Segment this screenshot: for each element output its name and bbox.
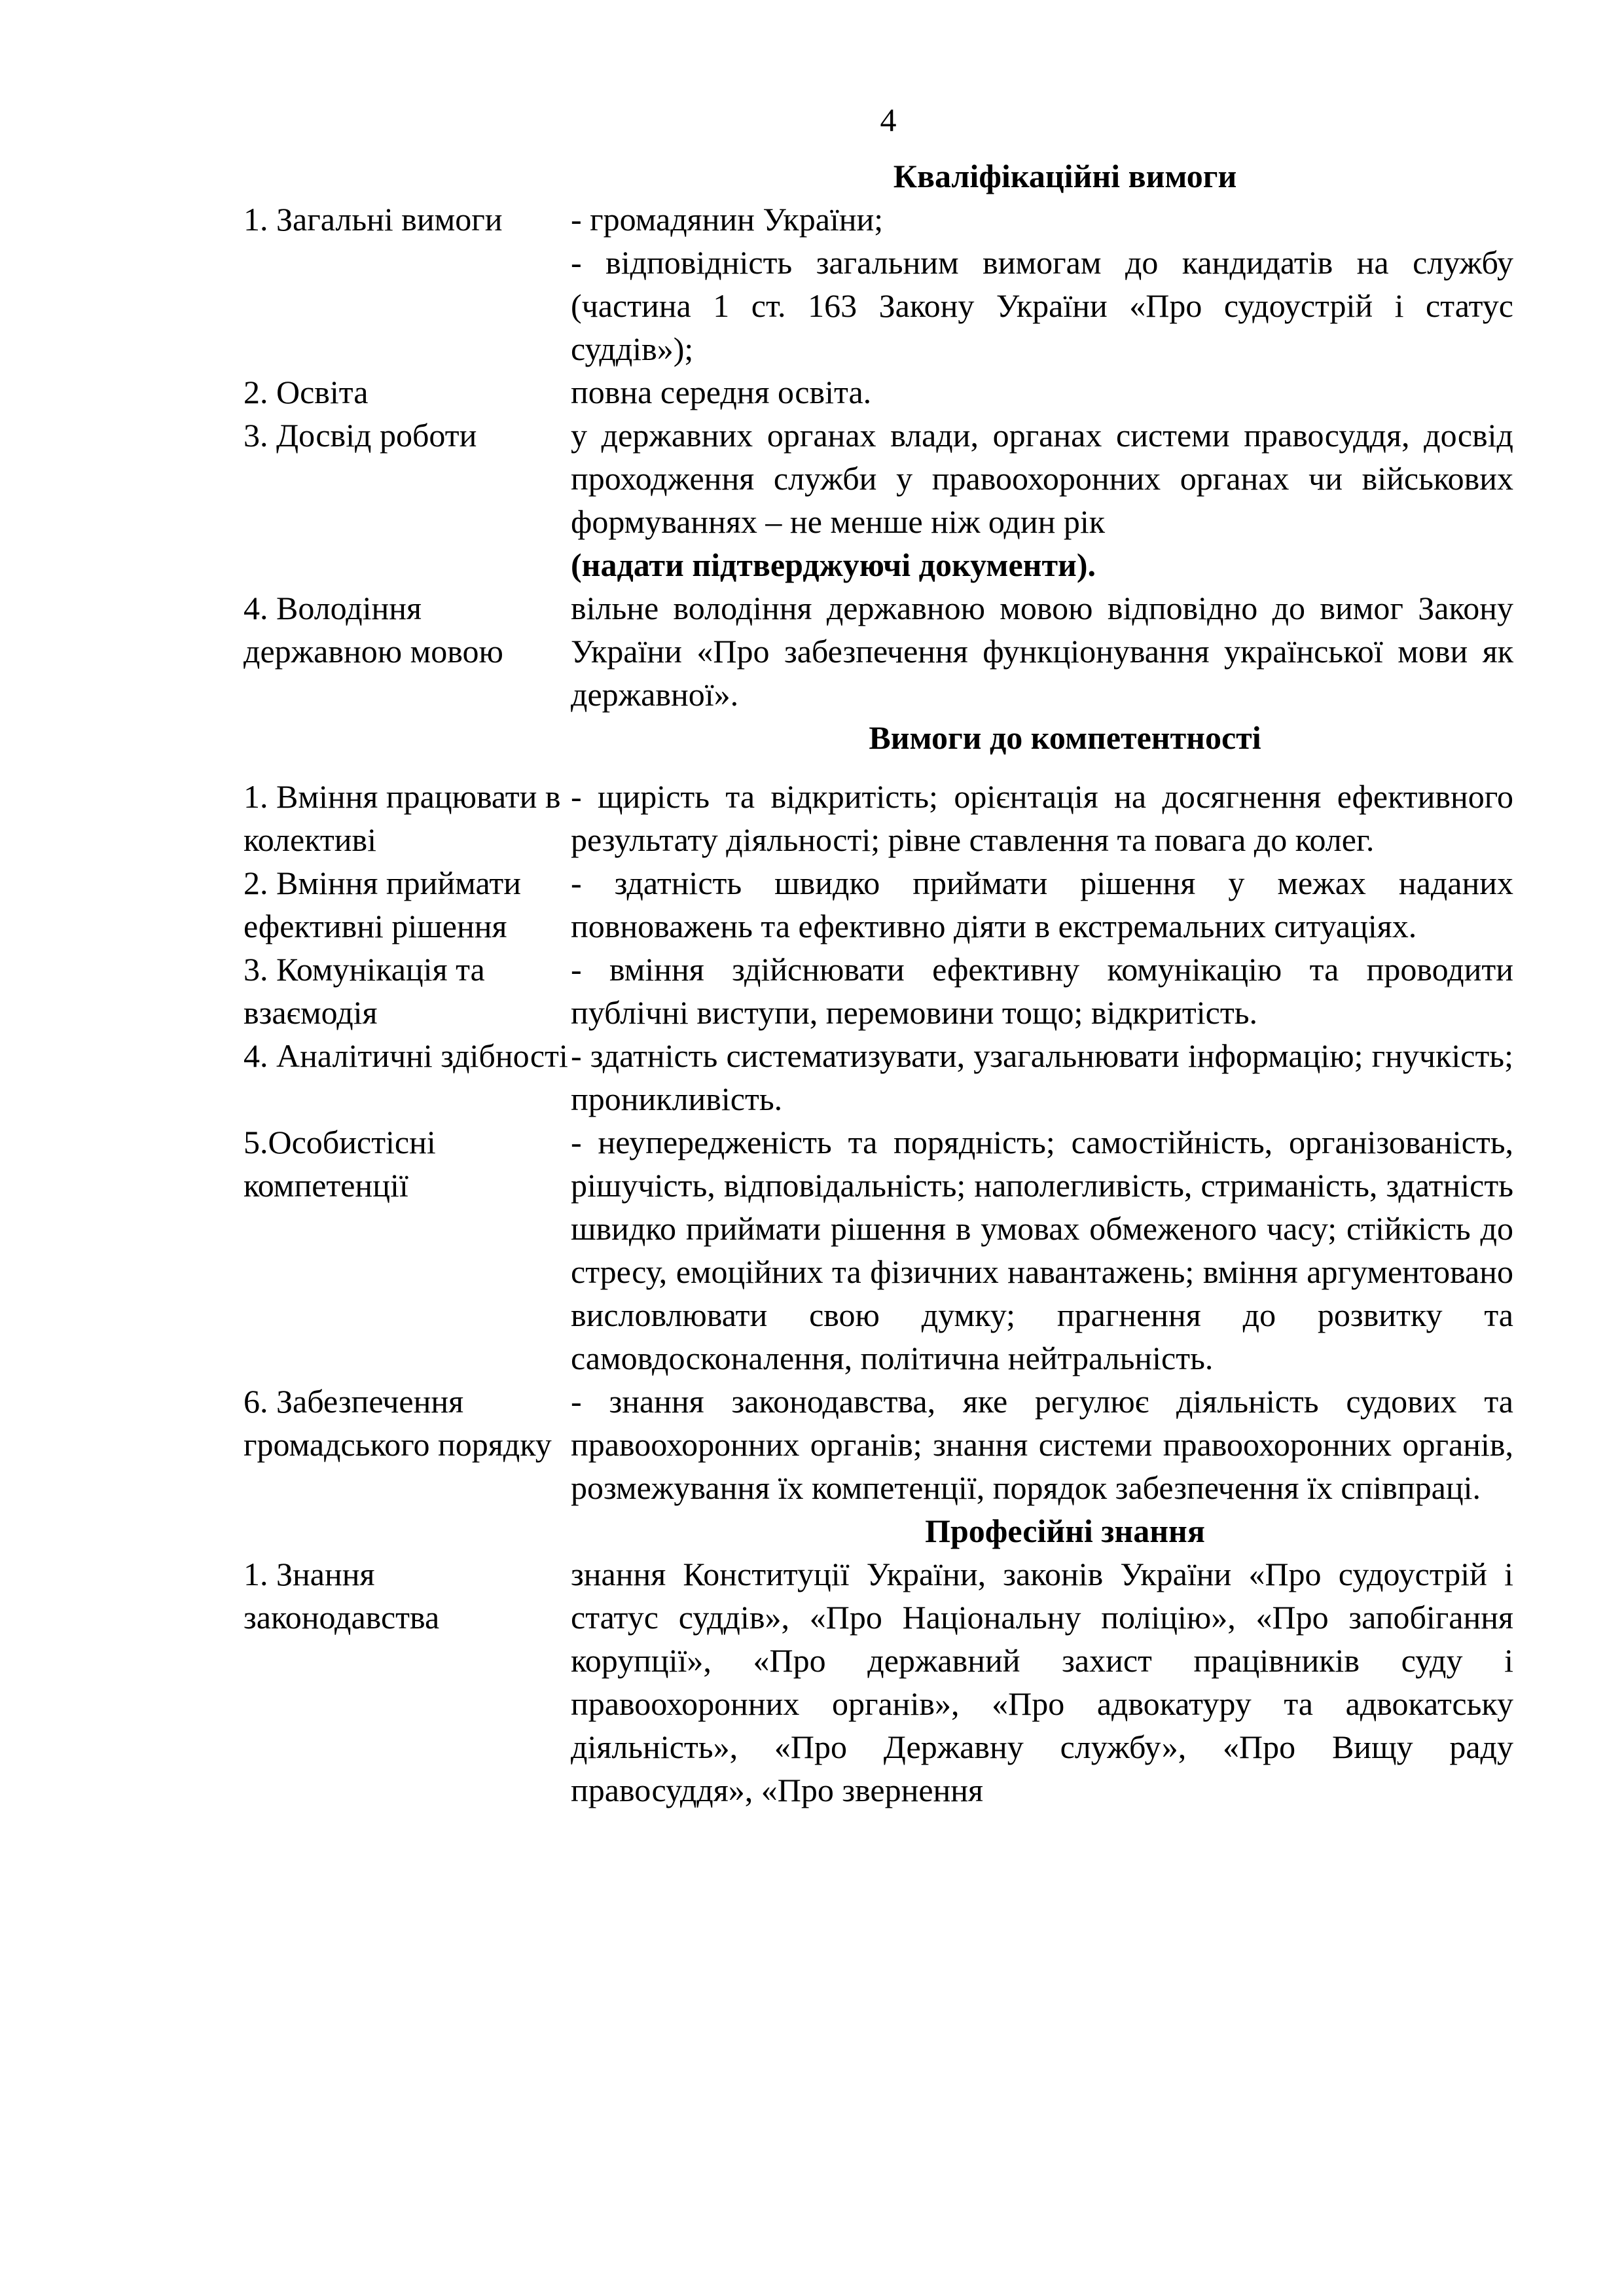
row-label: 1. Вміння працювати в колективі <box>244 778 561 858</box>
document-content <box>244 154 1533 1812</box>
row-label: 2. Освіта <box>244 374 369 410</box>
table-row <box>244 1552 1533 1812</box>
row-value <box>571 1121 1513 1380</box>
table-row <box>244 1121 1533 1380</box>
row-text: - здатність систематизувати, узагальнювати інформацію; гнучкість; проникливість. <box>571 1037 1513 1117</box>
page-number: 4 <box>880 101 897 138</box>
row-value <box>571 775 1513 861</box>
row-text: знання Конституції України, законів України «Про судоустрій і статус суддів», «Про Національну поліцію», «Про запобігання корупції», «Про державний захист працівників суду і правоохоронних органів», «Про адвокатуру та адвокатську діяльність», «Про Державну службу», «Про Вищу раду правосуддя», «Про звернення <box>571 1556 1513 1808</box>
row-text: вільне володіння державною мовою відповідно до вимог Закону України «Про забезпечення функціонування української мови як державної». <box>571 590 1513 713</box>
row-label: 3. Досвід роботи <box>244 417 477 454</box>
row-text: - щирість та відкритість; орієнтація на досягнення ефективного результату діяльності; рівне ставлення та повага до колег. <box>571 778 1513 858</box>
row-text: у державних органах влади, органах системи правосуддя, досвід проходження служби у правоохоронних органах чи військових формуваннях – не менше ніж один рік <box>571 417 1513 540</box>
row-text: - знання законодавства, яке регулює діяльність судових та правоохоронних органів; знання системи правоохоронних органів, розмежування їх компетенції, порядок забезпечення їх співпраці. <box>571 1383 1513 1506</box>
row-label: 2. Вміння приймати ефективні рішення <box>244 865 521 944</box>
row-value <box>571 1380 1513 1509</box>
row-label: 3. Комунікація та взаємодія <box>244 951 485 1031</box>
table-row <box>244 414 1533 586</box>
row-label: 4. Володіння державною мовою <box>244 590 503 670</box>
row-label: 5.Особистісні компетенції <box>244 1124 436 1204</box>
row-value <box>571 861 1513 948</box>
table-row <box>244 948 1533 1034</box>
row-text: повна середня освіта. <box>571 374 872 410</box>
row-text: - громадянин України; <box>571 201 884 238</box>
row-label: 4. Аналітичні здібності <box>244 1037 568 1074</box>
row-text: - здатність швидко приймати рішення у межах наданих повноважень та ефективно діяти в екстремальних ситуаціях. <box>571 865 1513 944</box>
table-row <box>244 1034 1533 1121</box>
row-value <box>571 370 1513 414</box>
section-title-competence: Вимоги до компетентності <box>869 719 1261 756</box>
bold-note: (надати підтверджуючі документи). <box>571 547 1096 583</box>
row-text: - неупередженість та порядність; самостійність, організованість, рішучість, відповідальність; наполегливість, стриманість, здатність швидко приймати рішення в умовах обмеженого часу; стійкість до стресу, емоційних та фізичних навантажень; вміння аргументовано висловлювати свою думку; прагнення до розвитку та самовдосконалення, політична нейтральність. <box>571 1124 1513 1376</box>
row-text: - відповідність загальним вимогам до кандидатів на службу (частина 1 ст. 163 Закону України «Про судоустрій і статус суддів»); <box>571 244 1513 367</box>
table-row <box>244 1380 1533 1509</box>
row-label: 1. Знання законодавства <box>244 1556 440 1636</box>
row-value <box>571 1034 1513 1121</box>
row-value <box>571 948 1513 1034</box>
spacer <box>244 759 1533 775</box>
row-value <box>571 586 1513 716</box>
row-value <box>571 198 1513 370</box>
table-row <box>244 586 1533 716</box>
section-title-professional-knowledge: Професійні знання <box>925 1513 1205 1549</box>
section-title-qualification: Кваліфікаційні вимоги <box>893 158 1237 194</box>
table-row <box>244 861 1533 948</box>
row-value <box>571 414 1513 586</box>
table-row <box>244 198 1533 370</box>
table-row <box>244 370 1533 414</box>
row-value <box>571 1552 1513 1812</box>
table-row <box>244 775 1533 861</box>
row-label: 1. Загальні вимоги <box>244 201 503 238</box>
row-label: 6. Забезпечення громадського порядку <box>244 1383 552 1463</box>
row-text: - вміння здійснювати ефективну комунікацію та проводити публічні виступи, перемовини тощо; відкритість. <box>571 951 1513 1031</box>
